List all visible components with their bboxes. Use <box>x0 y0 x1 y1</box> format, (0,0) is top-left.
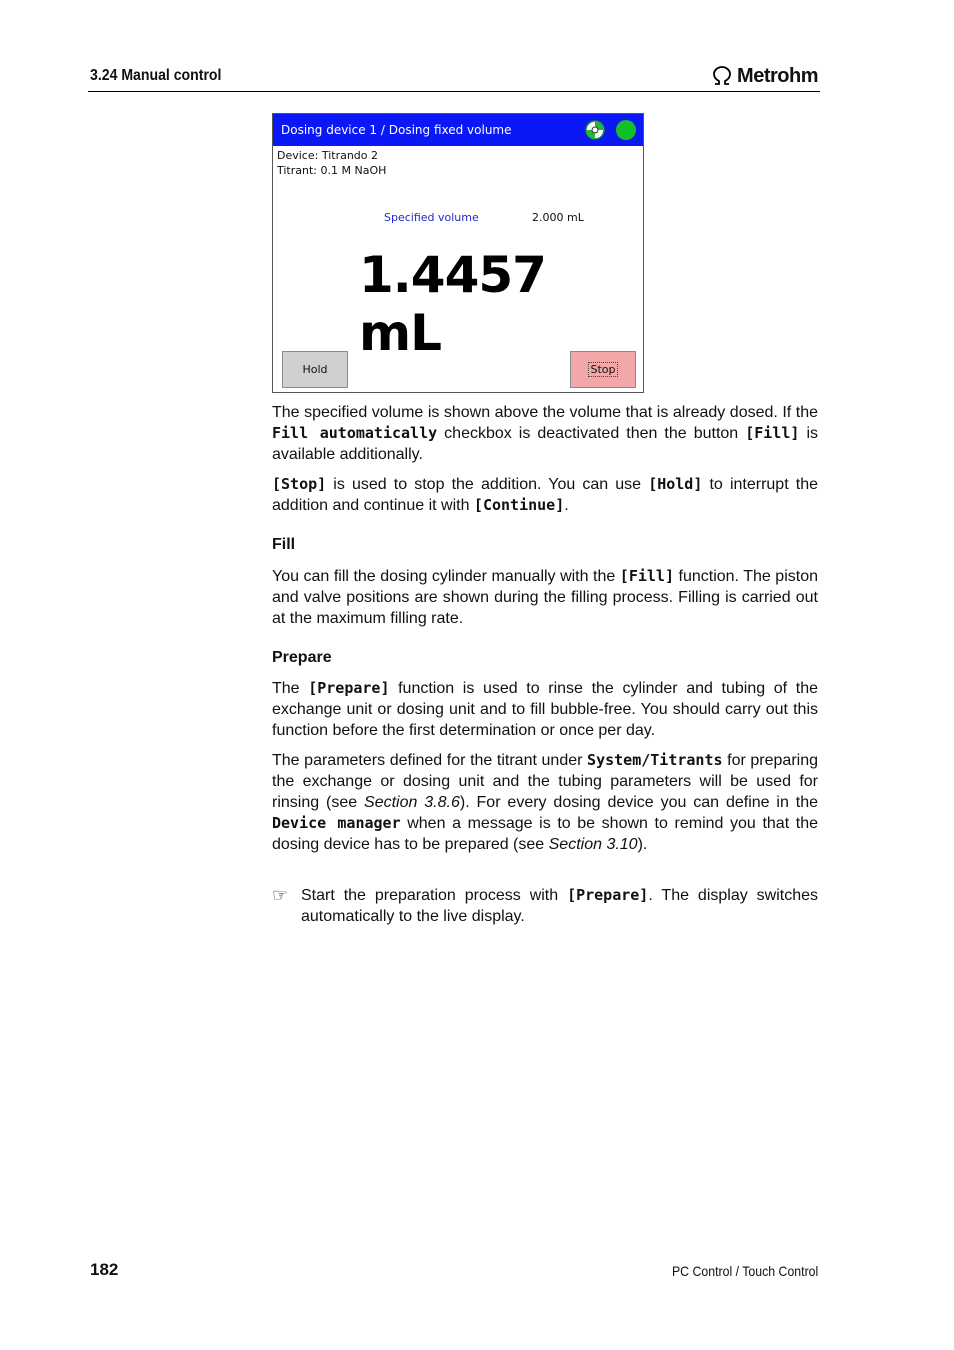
keyword: [Continue] <box>473 496 565 514</box>
text: The specified volume is shown above the volume that is already dosed. If the <box>272 404 818 421</box>
text: ). <box>637 836 648 853</box>
specified-volume-value: 2.000 mL <box>532 211 584 224</box>
hold-button-label: Hold <box>302 363 328 376</box>
hold-button[interactable] <box>282 351 348 388</box>
text: function is used to rinse the cylinder and tubing of the exchange unit or dosing unit and to fill bubble-free. You should carry out this function before the first determination or once per day. <box>272 680 818 739</box>
text: is used to stop the addition. You can use <box>326 476 649 493</box>
header-rule <box>88 91 820 92</box>
text: is available additionally. <box>272 425 818 463</box>
page-number: 182 <box>90 1260 119 1279</box>
text: Start the preparation process with <box>301 887 568 904</box>
text: . <box>564 497 569 514</box>
text: The <box>272 680 309 697</box>
paragraph-prepare <box>272 678 818 741</box>
keyword: Device manager <box>272 814 401 832</box>
paragraph-stop-hold <box>272 474 818 516</box>
dosing-status-icon[interactable] <box>585 120 605 140</box>
keyword: [Prepare] <box>567 886 649 904</box>
text: to interrupt the addition and continue it with <box>272 476 818 514</box>
prepare-heading: Prepare <box>272 649 332 666</box>
section-title: 3.24 Manual control <box>90 67 222 84</box>
paragraph-parameters <box>272 750 818 855</box>
text: when a message is to be shown to remind you that the dosing device has to be prepared (see <box>272 815 818 853</box>
device-screen <box>272 113 644 393</box>
keyword: Fill automatically <box>272 424 438 442</box>
titrant-name: Titrant: 0.1 M NaOH <box>277 164 387 177</box>
paragraph-specified-volume <box>272 402 818 465</box>
footer-title: PC Control / Touch Control <box>671 1263 818 1279</box>
device-name: Device: Titrando 2 <box>277 149 379 162</box>
status-ok-icon <box>616 120 636 140</box>
keyword: [Fill] <box>745 424 800 442</box>
keyword: [Prepare] <box>308 679 390 697</box>
keyword: [Fill] <box>619 567 674 585</box>
paragraph-fill <box>272 566 818 629</box>
paragraph-start-prepare <box>301 885 818 927</box>
pointing-hand-icon: ☞ <box>272 885 289 905</box>
section-reference: Section 3.8.6 <box>364 794 460 811</box>
text: . The display switches automatically to the live display. <box>301 887 818 925</box>
fill-heading: Fill <box>272 536 296 553</box>
metrohm-logo <box>711 63 818 89</box>
text: for preparing the exchange or dosing unit and the tubing parameters will be used for rinsing (see <box>272 752 818 811</box>
device-title: Dosing device 1 / Dosing fixed volume <box>281 123 512 137</box>
text: function. The piston and valve positions are shown during the filling process. Filling is carried out at the maximum filling rate. <box>272 568 818 627</box>
logo-wordmark: Metrohm <box>737 64 818 87</box>
device-titlebar <box>273 114 643 146</box>
dosed-volume: 1.4457 mL <box>359 246 546 362</box>
text: ). For every dosing device you can define in the <box>459 794 818 811</box>
text: checkbox is deactivated then the button <box>437 425 746 442</box>
text: You can fill the dosing cylinder manually with the <box>272 568 620 585</box>
text: The parameters defined for the titrant under <box>272 752 588 769</box>
keyword: [Stop] <box>272 475 327 493</box>
section-reference: Section 3.10 <box>548 836 638 853</box>
stop-button[interactable] <box>570 351 636 388</box>
keyword: [Hold] <box>648 475 703 493</box>
stop-button-label: Stop <box>590 363 616 376</box>
specified-volume-label: Specified volume <box>384 211 479 224</box>
keyword: System/Titrants <box>587 751 723 769</box>
omega-icon <box>711 65 733 87</box>
